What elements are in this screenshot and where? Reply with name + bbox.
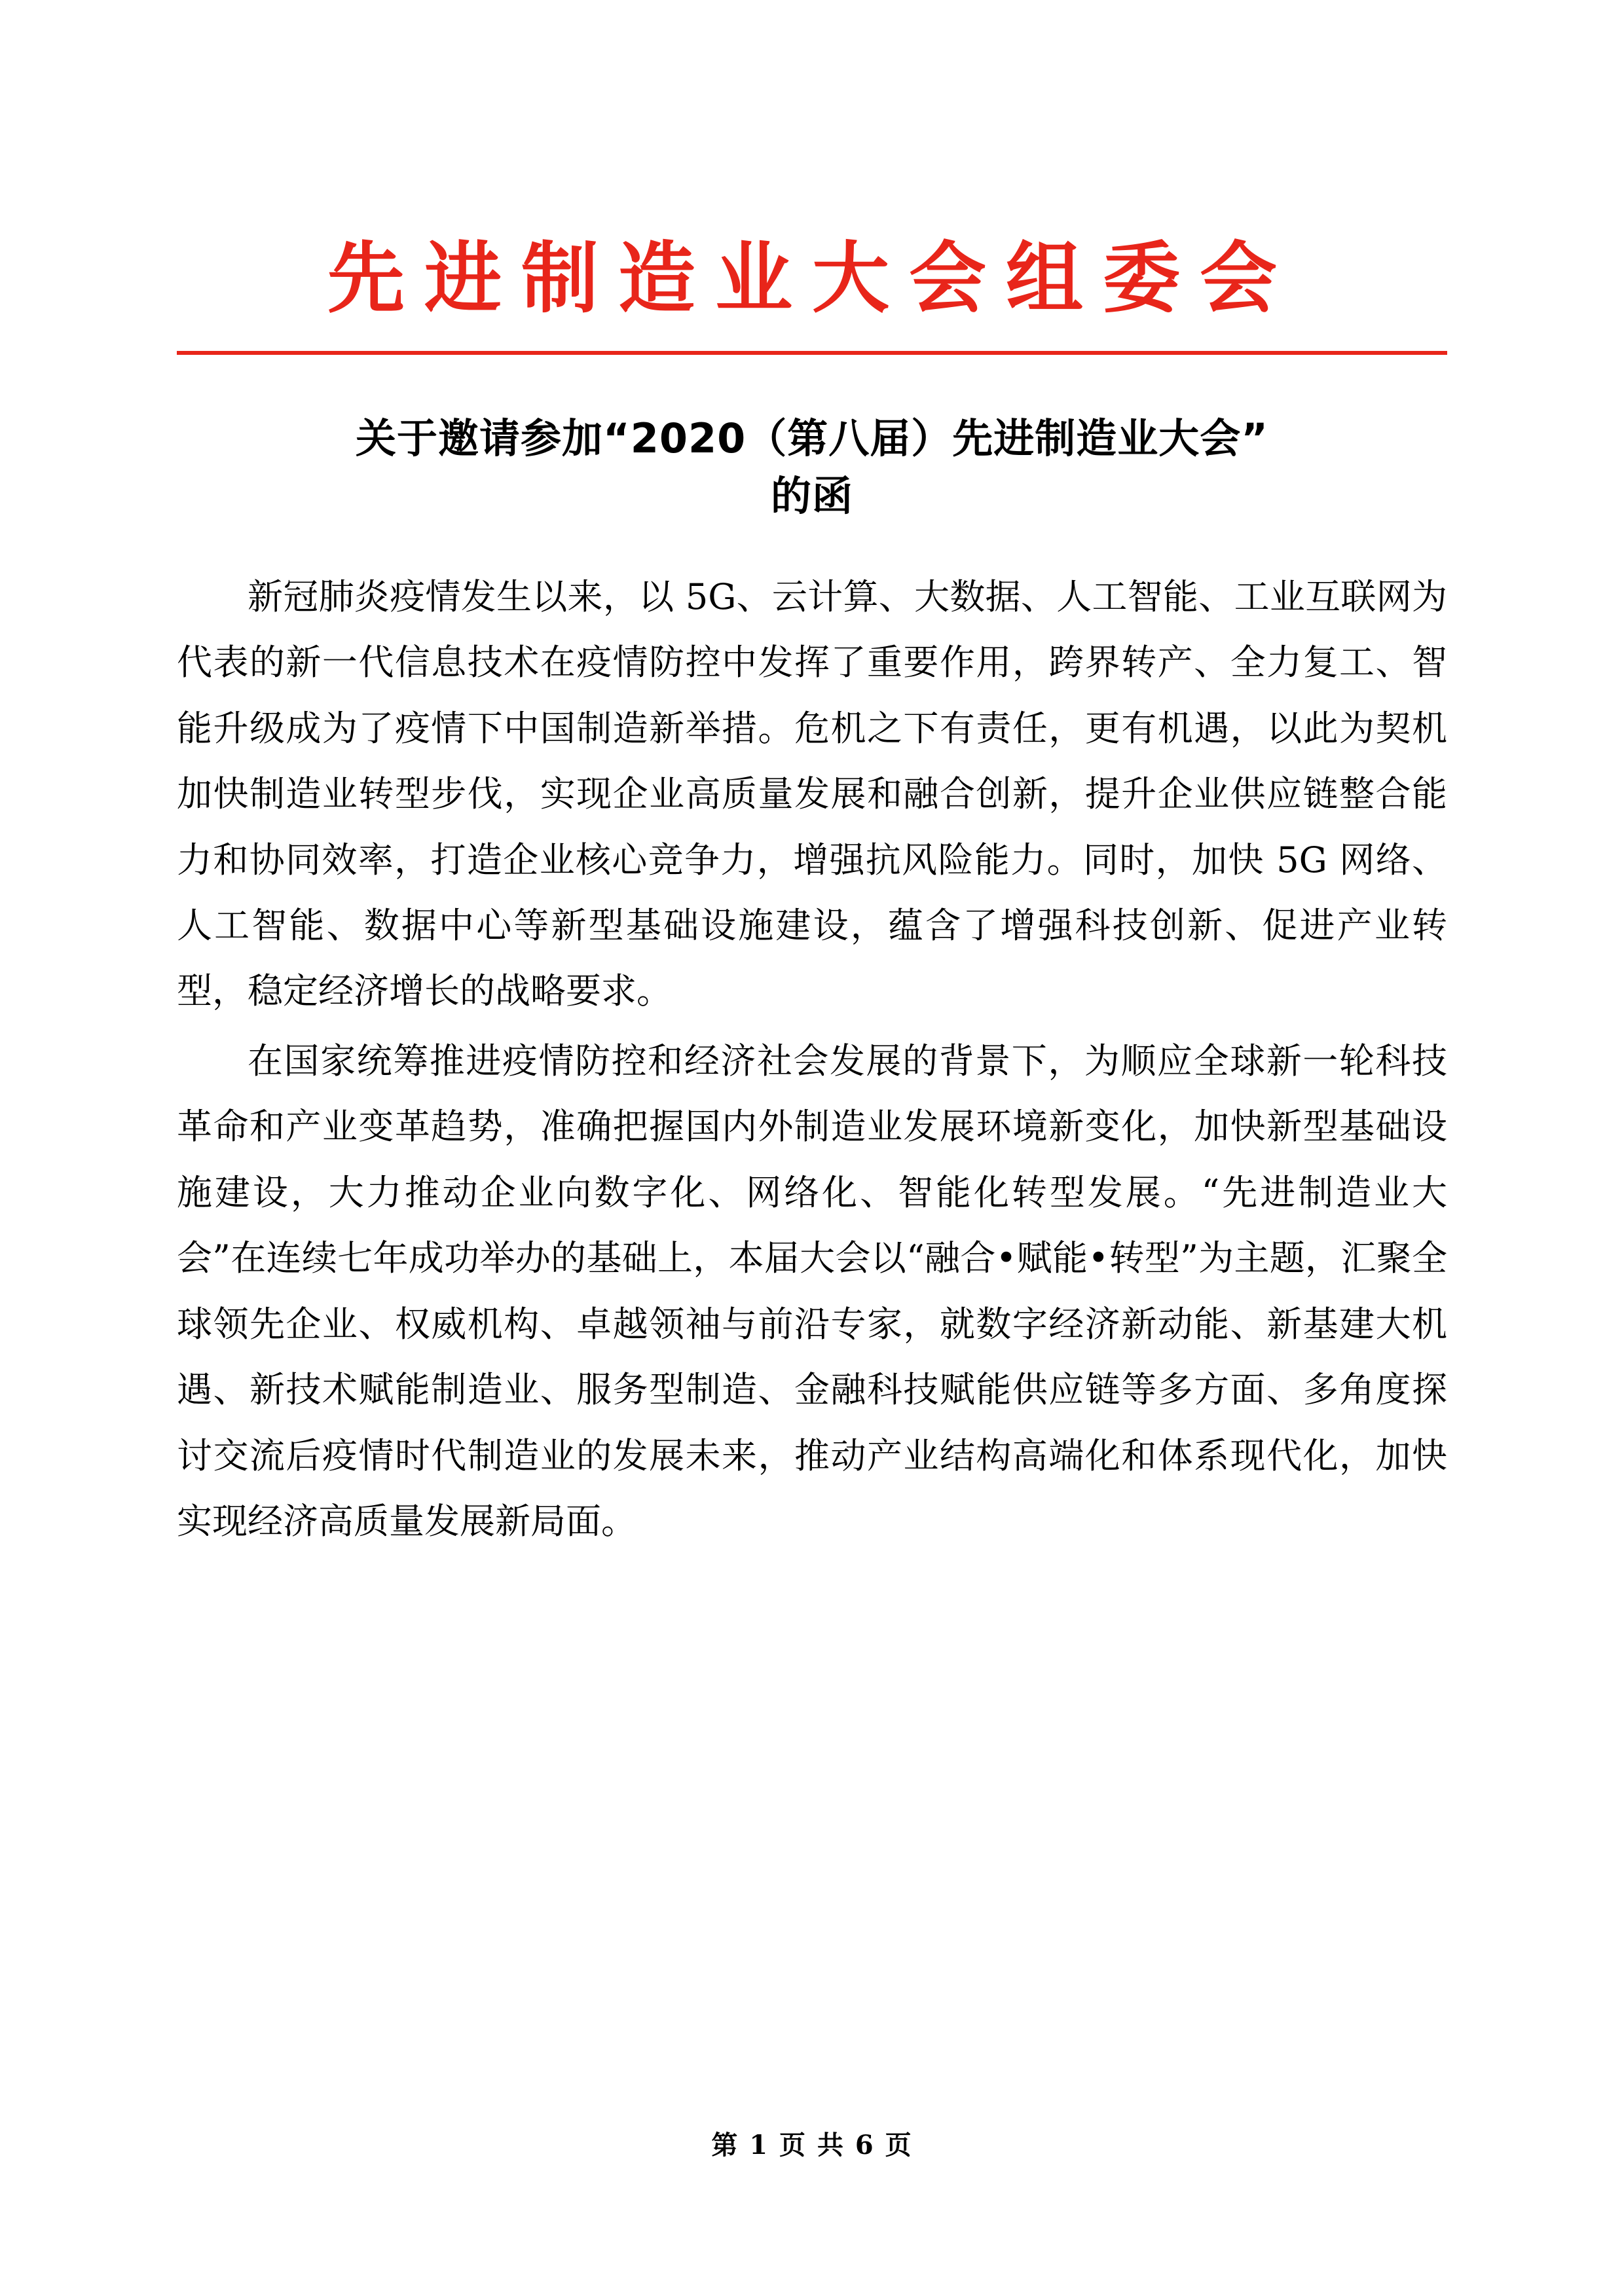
body-paragraph-1: 新冠肺炎疫情发生以来，以 5G、云计算、大数据、人工智能、工业互联网为代表的新一代信息技术在疫情防控中发挥了重要作用，跨界转产、全力复工、智能升级成为了疫情下中国制造新举措。危机之下有责任，更有机遇，以此为契机加快制造业转型步伐，实现企业高质量发展和融合创新，提升企业供应链整合能力和协同效率，打造企业核心竞争力，增强抗风险能力。同时，加快 5G 网络、人工智能、数据中心等新型基础设施建设，蕴含了增强科技创新、促进产业转型，稳定经济增长的战略要求。 [177, 575, 1447, 1012]
letterhead-divider [177, 351, 1447, 355]
page-footer: 第 1 页 共 6 页 [711, 2130, 913, 2160]
document-body [177, 564, 1447, 1555]
page-title-line-2: 的函 [770, 471, 853, 520]
page-title-line-1: 关于邀请参加“2020（第八届）先进制造业大会” [355, 414, 1269, 462]
page-content [177, 0, 1447, 2296]
page-title [177, 410, 1447, 525]
letterhead-title: 先进制造业大会组委会 [327, 232, 1297, 323]
body-paragraph-2: 在国家统筹推进疫情防控和经济社会发展的背景下，为顺应全球新一轮科技革命和产业变革趋势，准确把握国内外制造业发展环境新变化，加快新型基础设施建设，大力推动企业向数字化、网络化、智能化转型发展。“先进制造业大会”在连续七年成功举办的基础上，本届大会以“融合•赋能•转型”为主题，汇聚全球领先企业、权威机构、卓越领袖与前沿专家，就数字经济新动能、新基建大机遇、新技术赋能制造业、服务型制造、金融科技赋能供应链等多方面、多角度探讨交流后疫情时代制造业的发展未来，推动产业结构高端化和体系现代化，加快实现经济高质量发展新局面。 [177, 1040, 1447, 1542]
